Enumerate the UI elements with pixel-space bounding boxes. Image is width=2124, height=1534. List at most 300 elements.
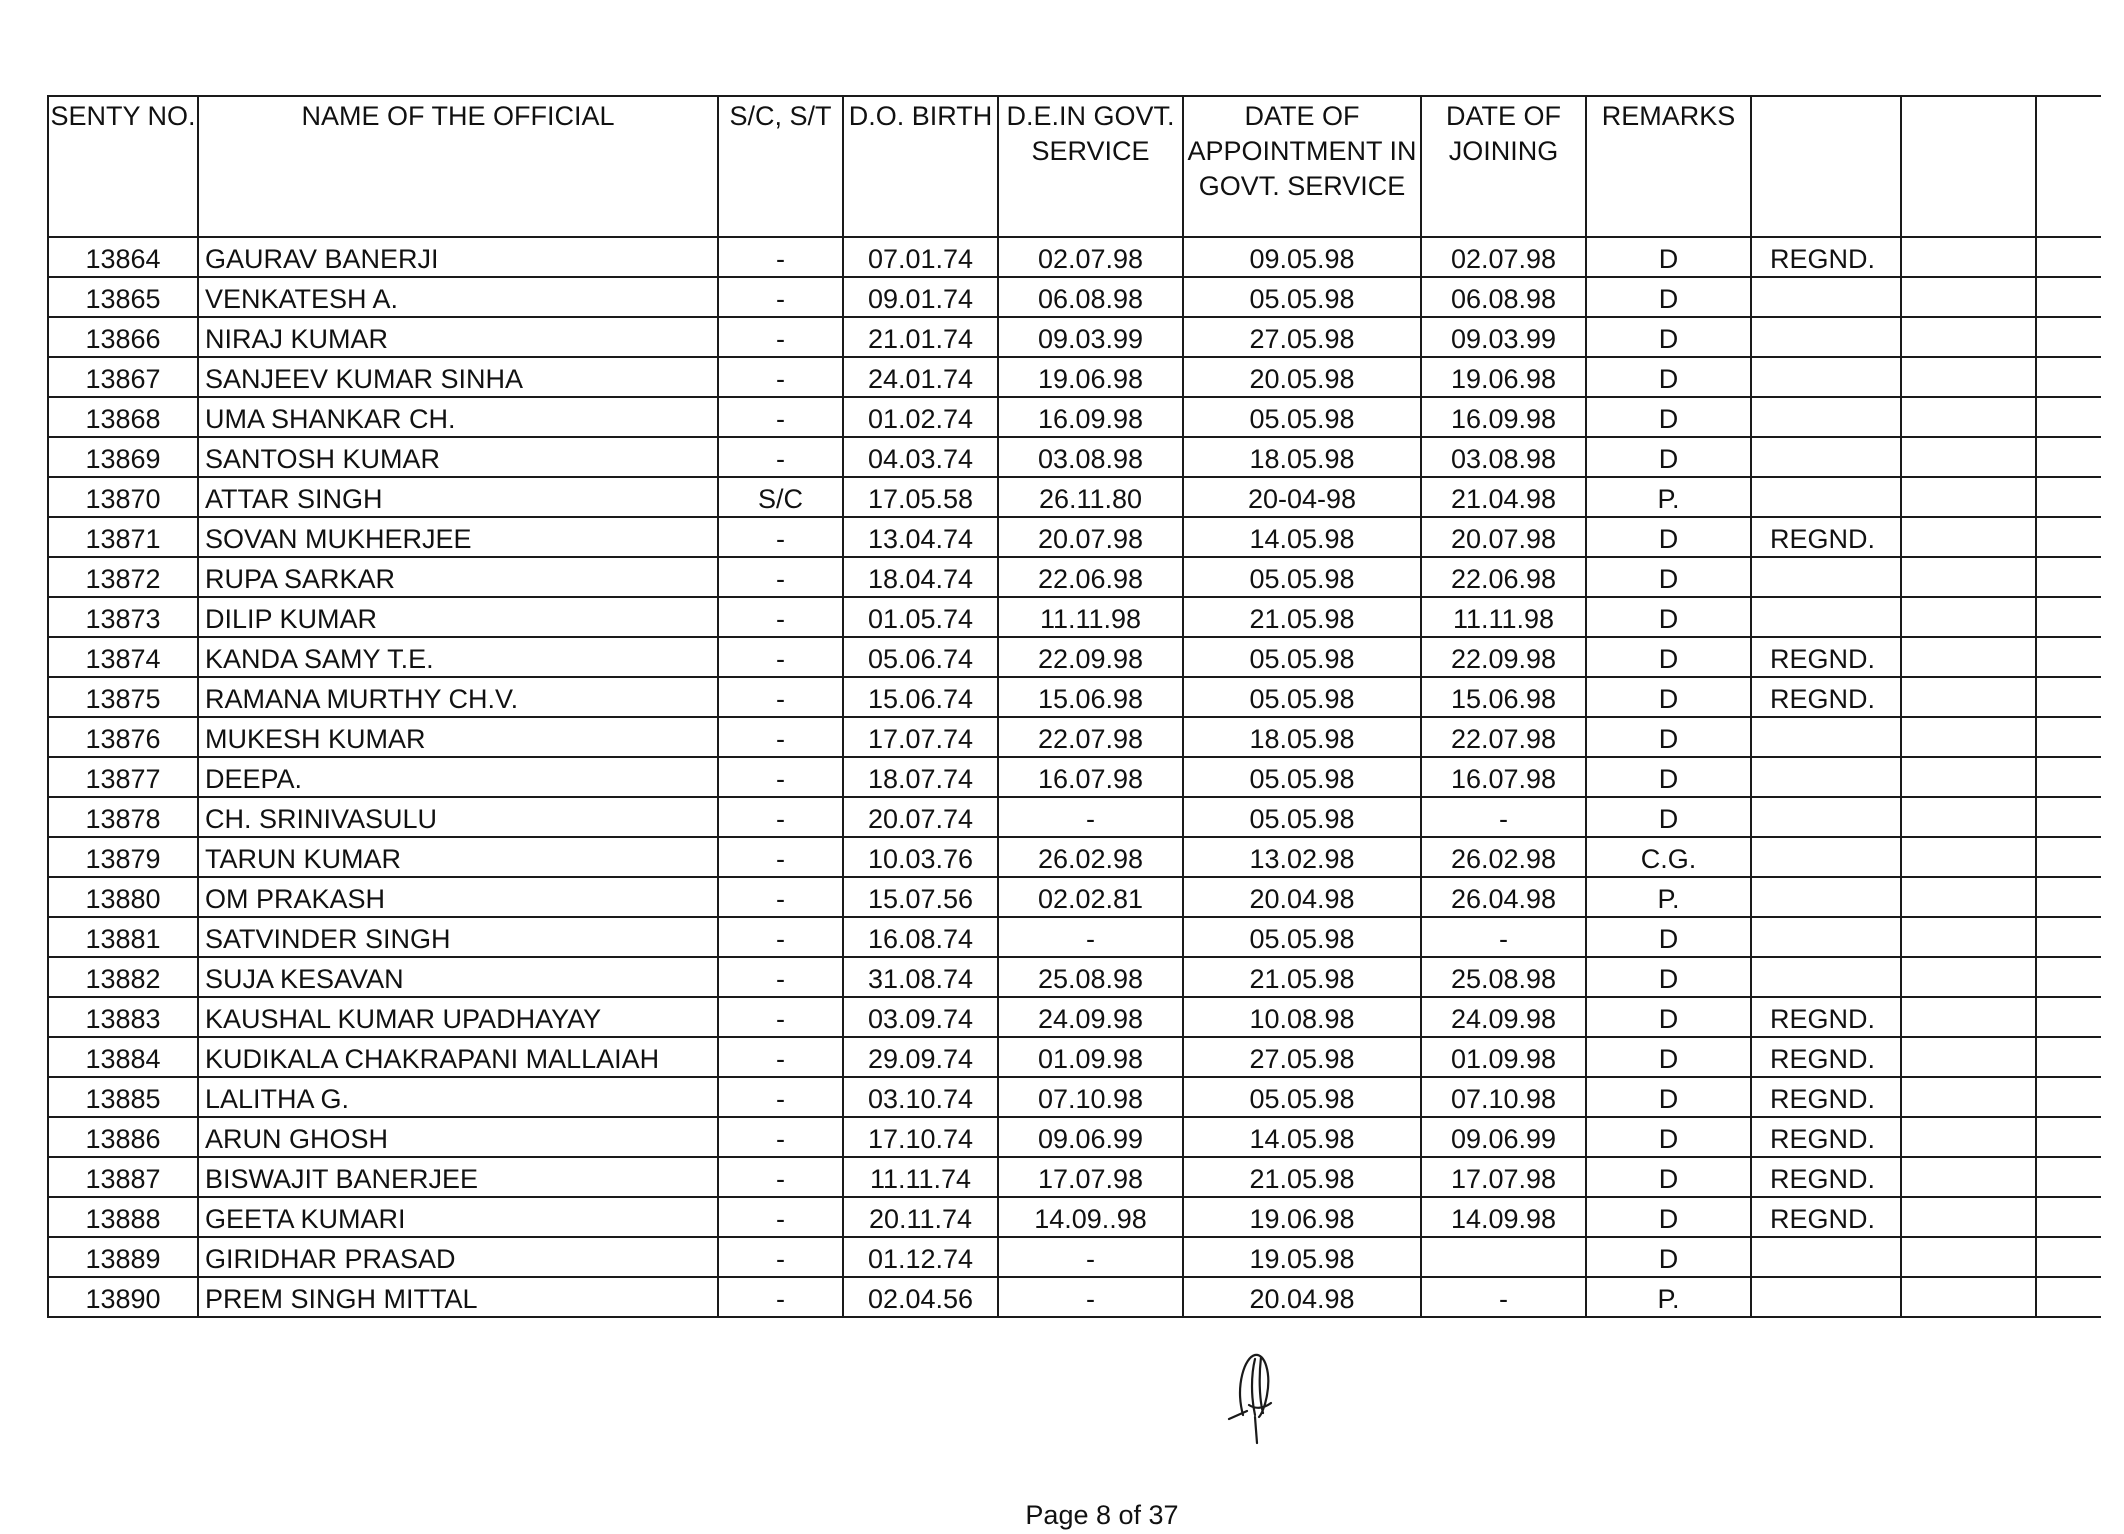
cell-de-govt-service: 25.08.98 bbox=[998, 957, 1183, 997]
table-row bbox=[48, 357, 2101, 397]
cell-remarks: D bbox=[1586, 917, 1751, 957]
cell-blank bbox=[1901, 357, 2036, 397]
cell-official-name: UMA SHANKAR CH. bbox=[198, 397, 718, 437]
table-row bbox=[48, 277, 2101, 317]
cell-remarks-extra bbox=[1751, 277, 1901, 317]
cell-de-govt-service: - bbox=[998, 1237, 1183, 1277]
cell-remarks: D bbox=[1586, 397, 1751, 437]
cell-date-of-joining: 26.04.98 bbox=[1421, 877, 1586, 917]
cell-official-name: TARUN KUMAR bbox=[198, 837, 718, 877]
cell-senty-no: 13886 bbox=[48, 1117, 198, 1157]
cell-blank bbox=[2036, 997, 2101, 1037]
col-header-appointment: DATE OF APPOINTMENT IN GOVT. SERVICE bbox=[1183, 96, 1421, 237]
cell-date-of-birth: 20.11.74 bbox=[843, 1197, 998, 1237]
cell-date-of-appointment: 14.05.98 bbox=[1183, 1117, 1421, 1157]
cell-sc-st: - bbox=[718, 677, 843, 717]
cell-remarks-extra: REGND. bbox=[1751, 1037, 1901, 1077]
cell-date-of-joining: 14.09.98 bbox=[1421, 1197, 1586, 1237]
cell-date-of-joining: 20.07.98 bbox=[1421, 517, 1586, 557]
cell-official-name: RAMANA MURTHY CH.V. bbox=[198, 677, 718, 717]
cell-remarks-extra: REGND. bbox=[1751, 637, 1901, 677]
table-row bbox=[48, 877, 2101, 917]
cell-remarks: D bbox=[1586, 1197, 1751, 1237]
table-row bbox=[48, 477, 2101, 517]
cell-de-govt-service: 14.09..98 bbox=[998, 1197, 1183, 1237]
cell-remarks-extra: REGND. bbox=[1751, 1157, 1901, 1197]
cell-date-of-appointment: 20.05.98 bbox=[1183, 357, 1421, 397]
cell-blank bbox=[2036, 1117, 2101, 1157]
cell-de-govt-service: 17.07.98 bbox=[998, 1157, 1183, 1197]
col-header-blank bbox=[2036, 96, 2101, 237]
cell-senty-no: 13873 bbox=[48, 597, 198, 637]
cell-blank bbox=[2036, 597, 2101, 637]
cell-official-name: KAUSHAL KUMAR UPADHAYAY bbox=[198, 997, 718, 1037]
cell-remarks-extra: REGND. bbox=[1751, 237, 1901, 277]
cell-blank bbox=[1901, 437, 2036, 477]
cell-blank bbox=[1901, 1197, 2036, 1237]
cell-blank bbox=[2036, 397, 2101, 437]
col-header-name: NAME OF THE OFFICIAL bbox=[198, 96, 718, 237]
table-row bbox=[48, 557, 2101, 597]
cell-blank bbox=[1901, 277, 2036, 317]
cell-date-of-joining: 02.07.98 bbox=[1421, 237, 1586, 277]
cell-blank bbox=[1901, 1037, 2036, 1077]
cell-remarks-extra bbox=[1751, 1277, 1901, 1317]
cell-blank bbox=[2036, 517, 2101, 557]
cell-blank bbox=[1901, 477, 2036, 517]
cell-remarks: P. bbox=[1586, 477, 1751, 517]
cell-blank bbox=[1901, 317, 2036, 357]
cell-date-of-birth: 15.07.56 bbox=[843, 877, 998, 917]
cell-remarks-extra bbox=[1751, 1237, 1901, 1277]
cell-date-of-joining: 03.08.98 bbox=[1421, 437, 1586, 477]
cell-blank bbox=[1901, 1077, 2036, 1117]
cell-date-of-birth: 03.09.74 bbox=[843, 997, 998, 1037]
cell-date-of-birth: 24.01.74 bbox=[843, 357, 998, 397]
cell-blank bbox=[1901, 1237, 2036, 1277]
cell-date-of-joining bbox=[1421, 1237, 1586, 1277]
cell-date-of-joining: 24.09.98 bbox=[1421, 997, 1586, 1037]
cell-sc-st: - bbox=[718, 1277, 843, 1317]
cell-date-of-appointment: 21.05.98 bbox=[1183, 957, 1421, 997]
cell-remarks-extra bbox=[1751, 797, 1901, 837]
cell-date-of-appointment: 05.05.98 bbox=[1183, 917, 1421, 957]
cell-remarks: D bbox=[1586, 277, 1751, 317]
cell-blank bbox=[2036, 1157, 2101, 1197]
cell-remarks-extra bbox=[1751, 877, 1901, 917]
cell-sc-st: - bbox=[718, 797, 843, 837]
cell-senty-no: 13874 bbox=[48, 637, 198, 677]
cell-remarks: D bbox=[1586, 237, 1751, 277]
cell-senty-no: 13880 bbox=[48, 877, 198, 917]
cell-date-of-joining: 19.06.98 bbox=[1421, 357, 1586, 397]
cell-date-of-birth: 16.08.74 bbox=[843, 917, 998, 957]
cell-senty-no: 13888 bbox=[48, 1197, 198, 1237]
cell-sc-st: - bbox=[718, 437, 843, 477]
cell-sc-st: - bbox=[718, 237, 843, 277]
cell-sc-st: - bbox=[718, 1077, 843, 1117]
cell-remarks-extra: REGND. bbox=[1751, 1197, 1901, 1237]
table-row bbox=[48, 597, 2101, 637]
cell-date-of-joining: 15.06.98 bbox=[1421, 677, 1586, 717]
cell-date-of-appointment: 09.05.98 bbox=[1183, 237, 1421, 277]
table-row bbox=[48, 437, 2101, 477]
cell-date-of-birth: 15.06.74 bbox=[843, 677, 998, 717]
col-header-dob: D.O. BIRTH bbox=[843, 96, 998, 237]
table-row bbox=[48, 397, 2101, 437]
cell-sc-st: - bbox=[718, 717, 843, 757]
cell-official-name: ATTAR SINGH bbox=[198, 477, 718, 517]
cell-blank bbox=[2036, 277, 2101, 317]
cell-date-of-appointment: 05.05.98 bbox=[1183, 797, 1421, 837]
col-header-joining: DATE OF JOINING bbox=[1421, 96, 1586, 237]
table-row bbox=[48, 957, 2101, 997]
cell-remarks: D bbox=[1586, 757, 1751, 797]
cell-date-of-birth: 17.05.58 bbox=[843, 477, 998, 517]
cell-de-govt-service: 22.06.98 bbox=[998, 557, 1183, 597]
cell-date-of-appointment: 05.05.98 bbox=[1183, 677, 1421, 717]
cell-de-govt-service: 26.11.80 bbox=[998, 477, 1183, 517]
cell-date-of-appointment: 05.05.98 bbox=[1183, 757, 1421, 797]
table-row bbox=[48, 517, 2101, 557]
cell-date-of-joining: 16.07.98 bbox=[1421, 757, 1586, 797]
cell-remarks-extra bbox=[1751, 917, 1901, 957]
cell-senty-no: 13887 bbox=[48, 1157, 198, 1197]
cell-blank bbox=[1901, 1157, 2036, 1197]
cell-date-of-appointment: 05.05.98 bbox=[1183, 1077, 1421, 1117]
cell-date-of-birth: 20.07.74 bbox=[843, 797, 998, 837]
cell-remarks: D bbox=[1586, 1237, 1751, 1277]
cell-blank bbox=[2036, 1197, 2101, 1237]
cell-remarks: D bbox=[1586, 357, 1751, 397]
cell-senty-no: 13868 bbox=[48, 397, 198, 437]
cell-remarks: D bbox=[1586, 597, 1751, 637]
cell-official-name: SOVAN MUKHERJEE bbox=[198, 517, 718, 557]
cell-senty-no: 13867 bbox=[48, 357, 198, 397]
table-row bbox=[48, 237, 2101, 277]
cell-blank bbox=[2036, 437, 2101, 477]
table-row bbox=[48, 757, 2101, 797]
cell-sc-st: - bbox=[718, 837, 843, 877]
cell-official-name: DILIP KUMAR bbox=[198, 597, 718, 637]
cell-senty-no: 13875 bbox=[48, 677, 198, 717]
cell-remarks: P. bbox=[1586, 1277, 1751, 1317]
cell-remarks: D bbox=[1586, 1157, 1751, 1197]
cell-sc-st: - bbox=[718, 597, 843, 637]
cell-remarks: D bbox=[1586, 1037, 1751, 1077]
cell-date-of-appointment: 05.05.98 bbox=[1183, 277, 1421, 317]
cell-date-of-appointment: 21.05.98 bbox=[1183, 1157, 1421, 1197]
cell-date-of-joining: - bbox=[1421, 1277, 1586, 1317]
cell-senty-no: 13870 bbox=[48, 477, 198, 517]
cell-senty-no: 13879 bbox=[48, 837, 198, 877]
cell-official-name: KANDA SAMY T.E. bbox=[198, 637, 718, 677]
cell-remarks: D bbox=[1586, 1077, 1751, 1117]
cell-date-of-joining: 21.04.98 bbox=[1421, 477, 1586, 517]
cell-sc-st: - bbox=[718, 877, 843, 917]
cell-blank bbox=[2036, 877, 2101, 917]
cell-official-name: SANJEEV KUMAR SINHA bbox=[198, 357, 718, 397]
cell-sc-st: - bbox=[718, 317, 843, 357]
table-row bbox=[48, 717, 2101, 757]
table-row bbox=[48, 917, 2101, 957]
cell-date-of-joining: - bbox=[1421, 917, 1586, 957]
cell-date-of-joining: 01.09.98 bbox=[1421, 1037, 1586, 1077]
cell-blank bbox=[1901, 757, 2036, 797]
cell-blank bbox=[2036, 717, 2101, 757]
cell-blank bbox=[2036, 1277, 2101, 1317]
cell-date-of-joining: 22.09.98 bbox=[1421, 637, 1586, 677]
cell-senty-no: 13885 bbox=[48, 1077, 198, 1117]
cell-de-govt-service: 09.03.99 bbox=[998, 317, 1183, 357]
cell-date-of-joining: 07.10.98 bbox=[1421, 1077, 1586, 1117]
cell-blank bbox=[1901, 237, 2036, 277]
cell-remarks: D bbox=[1586, 957, 1751, 997]
cell-senty-no: 13865 bbox=[48, 277, 198, 317]
cell-official-name: KUDIKALA CHAKRAPANI MALLAIAH bbox=[198, 1037, 718, 1077]
cell-date-of-birth: 18.07.74 bbox=[843, 757, 998, 797]
cell-blank bbox=[1901, 957, 2036, 997]
cell-official-name: NIRAJ KUMAR bbox=[198, 317, 718, 357]
col-header-sc-st: S/C, S/T bbox=[718, 96, 843, 237]
table-body bbox=[48, 237, 2101, 1317]
cell-sc-st: - bbox=[718, 1237, 843, 1277]
cell-senty-no: 13869 bbox=[48, 437, 198, 477]
cell-date-of-joining: 11.11.98 bbox=[1421, 597, 1586, 637]
cell-remarks-extra bbox=[1751, 957, 1901, 997]
cell-remarks: D bbox=[1586, 437, 1751, 477]
col-header-de-govt: D.E.IN GOVT. SERVICE bbox=[998, 96, 1183, 237]
cell-date-of-birth: 04.03.74 bbox=[843, 437, 998, 477]
cell-senty-no: 13889 bbox=[48, 1237, 198, 1277]
cell-remarks-extra bbox=[1751, 557, 1901, 597]
cell-remarks: D bbox=[1586, 797, 1751, 837]
cell-senty-no: 13881 bbox=[48, 917, 198, 957]
cell-sc-st: - bbox=[718, 997, 843, 1037]
cell-date-of-appointment: 20-04-98 bbox=[1183, 477, 1421, 517]
cell-blank bbox=[2036, 757, 2101, 797]
cell-de-govt-service: 22.07.98 bbox=[998, 717, 1183, 757]
cell-date-of-appointment: 14.05.98 bbox=[1183, 517, 1421, 557]
cell-de-govt-service: 19.06.98 bbox=[998, 357, 1183, 397]
cell-sc-st: - bbox=[718, 1197, 843, 1237]
cell-remarks-extra: REGND. bbox=[1751, 1117, 1901, 1157]
cell-blank bbox=[2036, 1237, 2101, 1277]
cell-senty-no: 13884 bbox=[48, 1037, 198, 1077]
col-header-senty-no: SENTY NO. bbox=[48, 96, 198, 237]
cell-blank bbox=[1901, 837, 2036, 877]
seniority-list bbox=[47, 95, 2100, 1318]
cell-blank bbox=[2036, 837, 2101, 877]
cell-blank bbox=[1901, 997, 2036, 1037]
cell-senty-no: 13878 bbox=[48, 797, 198, 837]
cell-blank bbox=[2036, 1037, 2101, 1077]
table-row bbox=[48, 637, 2101, 677]
cell-date-of-joining: - bbox=[1421, 797, 1586, 837]
cell-de-govt-service: 02.02.81 bbox=[998, 877, 1183, 917]
cell-date-of-joining: 22.06.98 bbox=[1421, 557, 1586, 597]
cell-official-name: OM PRAKASH bbox=[198, 877, 718, 917]
cell-sc-st: - bbox=[718, 637, 843, 677]
cell-date-of-birth: 09.01.74 bbox=[843, 277, 998, 317]
cell-blank bbox=[2036, 957, 2101, 997]
cell-date-of-birth: 02.04.56 bbox=[843, 1277, 998, 1317]
cell-blank bbox=[1901, 1117, 2036, 1157]
table-row bbox=[48, 677, 2101, 717]
cell-sc-st: - bbox=[718, 277, 843, 317]
cell-remarks-extra bbox=[1751, 357, 1901, 397]
cell-sc-st: - bbox=[718, 397, 843, 437]
cell-official-name: RUPA SARKAR bbox=[198, 557, 718, 597]
cell-de-govt-service: - bbox=[998, 797, 1183, 837]
cell-blank bbox=[1901, 797, 2036, 837]
table-row bbox=[48, 1037, 2101, 1077]
cell-official-name: VENKATESH A. bbox=[198, 277, 718, 317]
cell-date-of-appointment: 13.02.98 bbox=[1183, 837, 1421, 877]
cell-blank bbox=[2036, 477, 2101, 517]
table-row bbox=[48, 837, 2101, 877]
cell-sc-st: - bbox=[718, 917, 843, 957]
cell-remarks: D bbox=[1586, 557, 1751, 597]
cell-remarks-extra bbox=[1751, 757, 1901, 797]
seniority-table bbox=[47, 95, 2101, 1318]
cell-date-of-birth: 01.02.74 bbox=[843, 397, 998, 437]
cell-remarks-extra bbox=[1751, 317, 1901, 357]
cell-blank bbox=[2036, 357, 2101, 397]
cell-de-govt-service: 09.06.99 bbox=[998, 1117, 1183, 1157]
cell-remarks-extra bbox=[1751, 397, 1901, 437]
cell-official-name: GAURAV BANERJI bbox=[198, 237, 718, 277]
cell-remarks: C.G. bbox=[1586, 837, 1751, 877]
cell-official-name: CH. SRINIVASULU bbox=[198, 797, 718, 837]
cell-de-govt-service: 01.09.98 bbox=[998, 1037, 1183, 1077]
page-number: Page 8 of 37 bbox=[1025, 1500, 1179, 1530]
cell-sc-st: - bbox=[718, 1037, 843, 1077]
cell-date-of-appointment: 19.05.98 bbox=[1183, 1237, 1421, 1277]
cell-de-govt-service: 16.09.98 bbox=[998, 397, 1183, 437]
cell-senty-no: 13871 bbox=[48, 517, 198, 557]
cell-official-name: GEETA KUMARI bbox=[198, 1197, 718, 1237]
cell-remarks: D bbox=[1586, 317, 1751, 357]
header-row bbox=[48, 96, 2101, 237]
cell-de-govt-service: - bbox=[998, 1277, 1183, 1317]
table-row bbox=[48, 1077, 2101, 1117]
cell-senty-no: 13864 bbox=[48, 237, 198, 277]
cell-date-of-appointment: 20.04.98 bbox=[1183, 877, 1421, 917]
cell-blank bbox=[2036, 557, 2101, 597]
cell-date-of-appointment: 19.06.98 bbox=[1183, 1197, 1421, 1237]
cell-de-govt-service: 24.09.98 bbox=[998, 997, 1183, 1037]
cell-date-of-appointment: 27.05.98 bbox=[1183, 1037, 1421, 1077]
cell-date-of-appointment: 10.08.98 bbox=[1183, 997, 1421, 1037]
cell-date-of-birth: 01.05.74 bbox=[843, 597, 998, 637]
table-row bbox=[48, 1117, 2101, 1157]
cell-date-of-birth: 13.04.74 bbox=[843, 517, 998, 557]
cell-sc-st: - bbox=[718, 757, 843, 797]
cell-date-of-joining: 16.09.98 bbox=[1421, 397, 1586, 437]
cell-blank bbox=[2036, 677, 2101, 717]
col-header-remarks: REMARKS bbox=[1586, 96, 1751, 237]
cell-sc-st: - bbox=[718, 1157, 843, 1197]
cell-de-govt-service: 02.07.98 bbox=[998, 237, 1183, 277]
cell-date-of-joining: 25.08.98 bbox=[1421, 957, 1586, 997]
cell-blank bbox=[2036, 1077, 2101, 1117]
cell-de-govt-service: 03.08.98 bbox=[998, 437, 1183, 477]
cell-official-name: SANTOSH KUMAR bbox=[198, 437, 718, 477]
cell-blank bbox=[1901, 517, 2036, 557]
cell-senty-no: 13872 bbox=[48, 557, 198, 597]
cell-sc-st: - bbox=[718, 957, 843, 997]
cell-blank bbox=[1901, 677, 2036, 717]
cell-date-of-appointment: 18.05.98 bbox=[1183, 437, 1421, 477]
signature-mark bbox=[1225, 1345, 1287, 1445]
cell-date-of-birth: 18.04.74 bbox=[843, 557, 998, 597]
cell-date-of-joining: 26.02.98 bbox=[1421, 837, 1586, 877]
cell-senty-no: 13883 bbox=[48, 997, 198, 1037]
cell-date-of-birth: 31.08.74 bbox=[843, 957, 998, 997]
cell-remarks-extra bbox=[1751, 437, 1901, 477]
table-row bbox=[48, 797, 2101, 837]
cell-blank bbox=[1901, 397, 2036, 437]
cell-sc-st: S/C bbox=[718, 477, 843, 517]
cell-de-govt-service: 11.11.98 bbox=[998, 597, 1183, 637]
table-row bbox=[48, 1157, 2101, 1197]
cell-sc-st: - bbox=[718, 557, 843, 597]
cell-blank bbox=[2036, 797, 2101, 837]
cell-date-of-joining: 06.08.98 bbox=[1421, 277, 1586, 317]
cell-senty-no: 13876 bbox=[48, 717, 198, 757]
cell-de-govt-service: 26.02.98 bbox=[998, 837, 1183, 877]
cell-date-of-appointment: 18.05.98 bbox=[1183, 717, 1421, 757]
cell-de-govt-service: 07.10.98 bbox=[998, 1077, 1183, 1117]
cell-date-of-appointment: 27.05.98 bbox=[1183, 317, 1421, 357]
cell-date-of-birth: 21.01.74 bbox=[843, 317, 998, 357]
cell-de-govt-service: 06.08.98 bbox=[998, 277, 1183, 317]
cell-remarks-extra: REGND. bbox=[1751, 517, 1901, 557]
table-row bbox=[48, 1277, 2101, 1317]
cell-senty-no: 13866 bbox=[48, 317, 198, 357]
cell-date-of-joining: 09.03.99 bbox=[1421, 317, 1586, 357]
cell-blank bbox=[2036, 637, 2101, 677]
cell-remarks-extra bbox=[1751, 717, 1901, 757]
cell-official-name: ARUN GHOSH bbox=[198, 1117, 718, 1157]
cell-remarks: D bbox=[1586, 997, 1751, 1037]
cell-date-of-birth: 17.07.74 bbox=[843, 717, 998, 757]
cell-blank bbox=[1901, 877, 2036, 917]
cell-date-of-birth: 07.01.74 bbox=[843, 237, 998, 277]
cell-official-name: BISWAJIT BANERJEE bbox=[198, 1157, 718, 1197]
cell-blank bbox=[1901, 557, 2036, 597]
cell-remarks: D bbox=[1586, 1117, 1751, 1157]
cell-blank bbox=[1901, 717, 2036, 757]
cell-official-name: SATVINDER SINGH bbox=[198, 917, 718, 957]
table-row bbox=[48, 1197, 2101, 1237]
cell-official-name: PREM SINGH MITTAL bbox=[198, 1277, 718, 1317]
cell-blank bbox=[2036, 317, 2101, 357]
cell-remarks: D bbox=[1586, 677, 1751, 717]
cell-date-of-birth: 17.10.74 bbox=[843, 1117, 998, 1157]
cell-date-of-birth: 01.12.74 bbox=[843, 1237, 998, 1277]
table-row bbox=[48, 317, 2101, 357]
cell-date-of-birth: 10.03.76 bbox=[843, 837, 998, 877]
cell-date-of-appointment: 05.05.98 bbox=[1183, 397, 1421, 437]
cell-blank bbox=[2036, 237, 2101, 277]
cell-de-govt-service: 15.06.98 bbox=[998, 677, 1183, 717]
cell-remarks-extra: REGND. bbox=[1751, 1077, 1901, 1117]
cell-blank bbox=[2036, 917, 2101, 957]
cell-remarks-extra bbox=[1751, 477, 1901, 517]
cell-official-name: SUJA KESAVAN bbox=[198, 957, 718, 997]
